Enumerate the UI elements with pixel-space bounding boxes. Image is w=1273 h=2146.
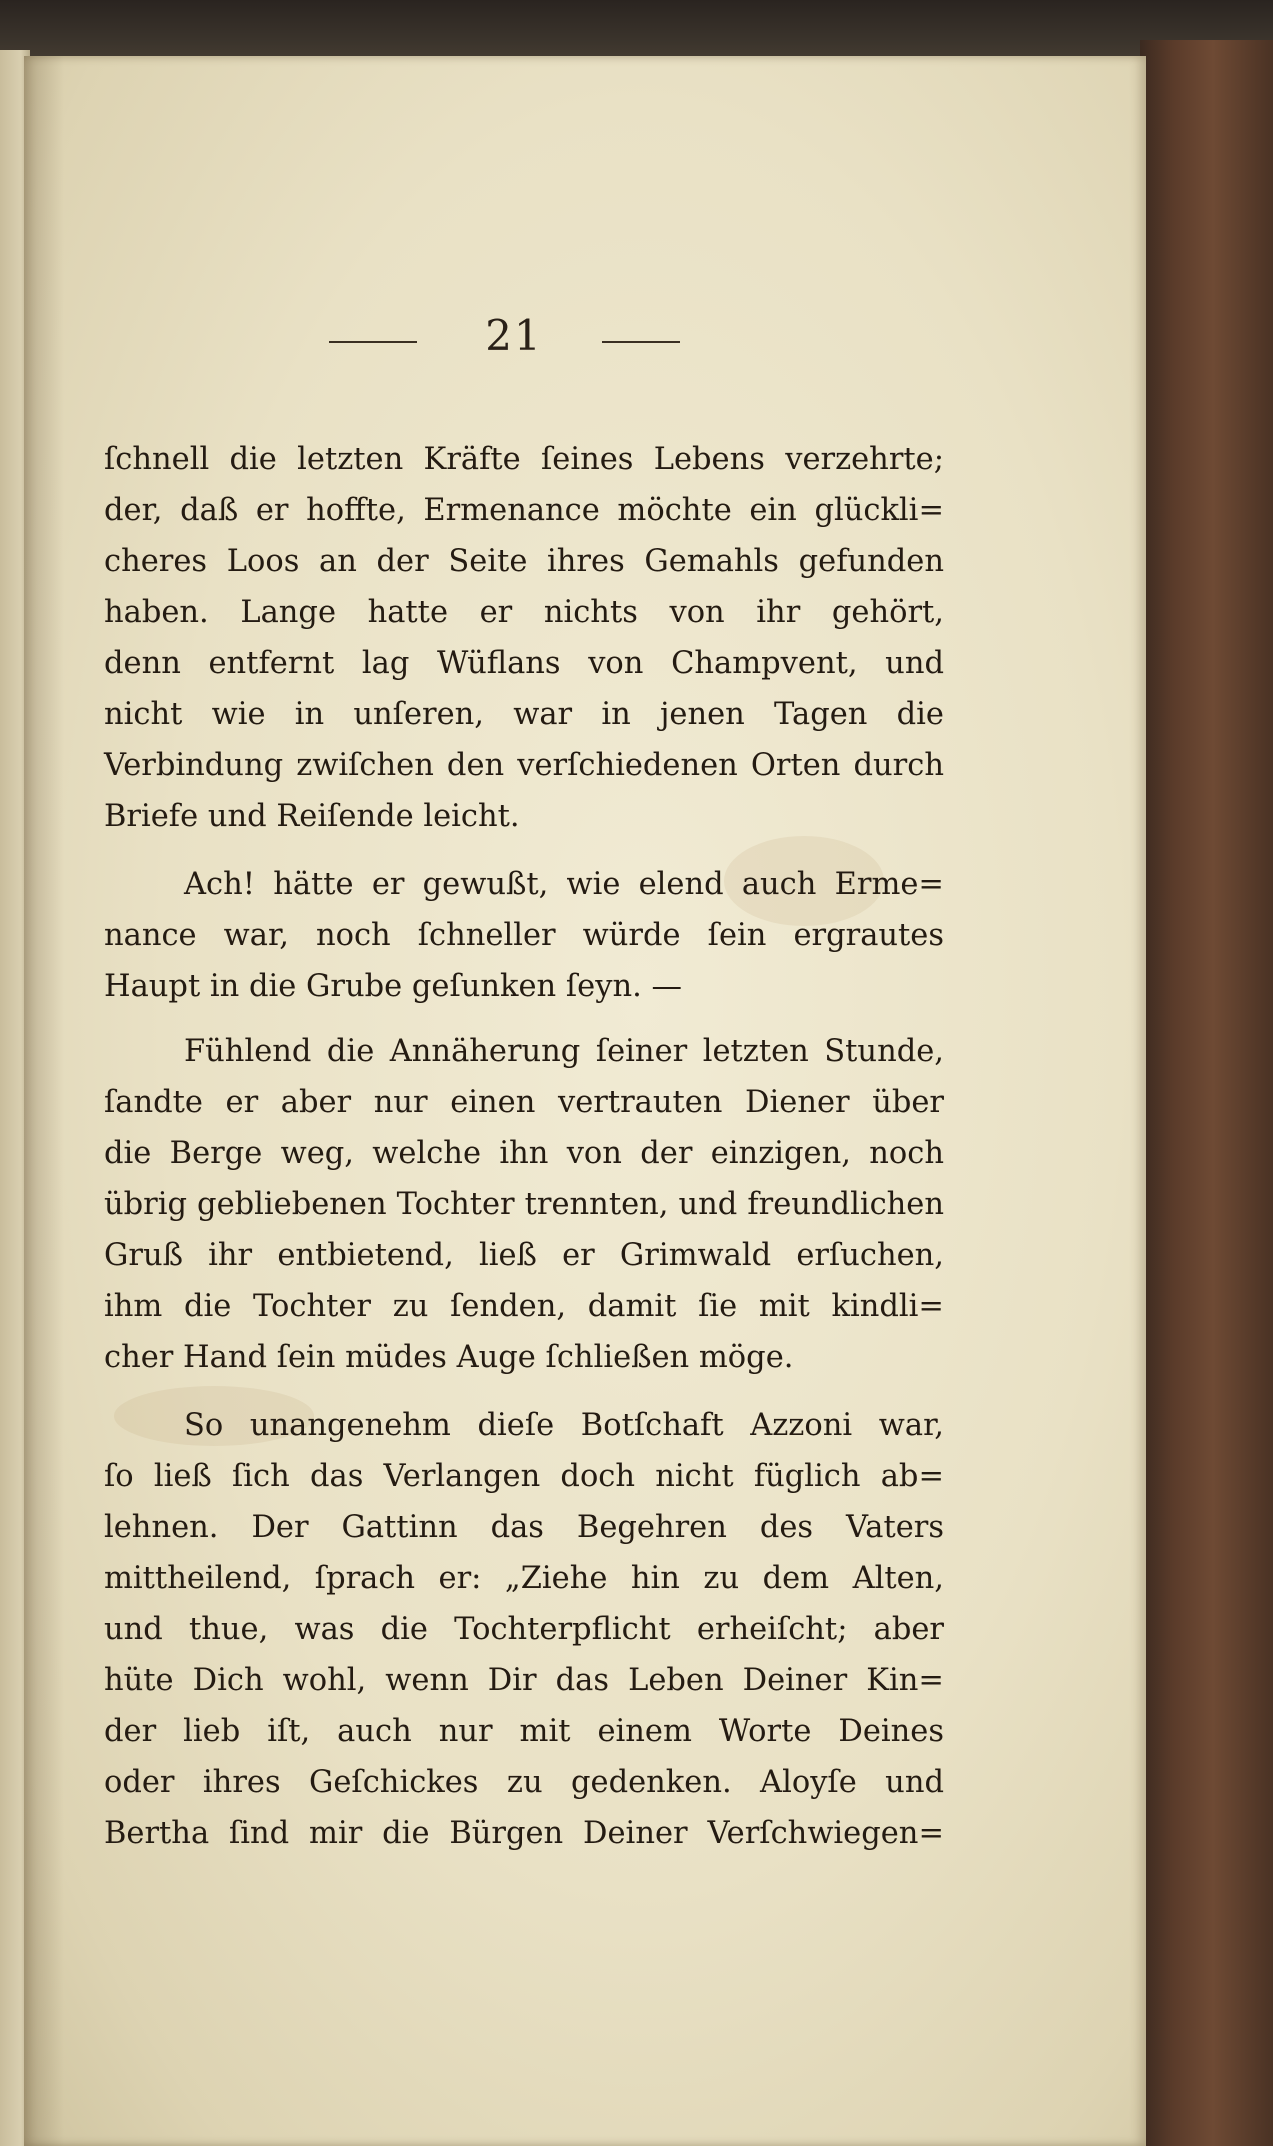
text-line: die Berge weg, welche ihn von der einzigen, noch [104, 1136, 944, 1171]
text-line: Haupt in die Grube geſunken ſeyn. — [104, 969, 682, 1004]
text-line: übrig gebliebenen Tochter trennten, und freundlichen [104, 1187, 944, 1222]
text-line: der lieb iſt, auch nur mit einem Worte Deines [104, 1714, 944, 1749]
text-line: mittheilend, ſprach er: „Ziehe hin zu dem Alten, [104, 1561, 944, 1596]
text-line: haben. Lange hatte er nichts von ihr gehört, [104, 595, 944, 630]
header-rule-left [329, 341, 417, 343]
text-line: ſo ließ ſich das Verlangen doch nicht füglich ab= [104, 1459, 944, 1494]
text-line: hüte Dich wohl, wenn Dir das Leben Deiner Kin= [104, 1663, 944, 1698]
text-line: nicht wie in unſeren, war in jenen Tagen die [104, 697, 944, 732]
text-line: Bertha ſind mir die Bürgen Deiner Verſchwiegen= [104, 1816, 944, 1851]
text-line: cher Hand ſein müdes Auge ſchließen möge. [104, 1340, 794, 1375]
text-line: ſchnell die letzten Kräfte ſeines Lebens verzehrte; [104, 442, 944, 477]
text-line: ihm die Tochter zu ſenden, damit ſie mit kindli= [104, 1289, 944, 1324]
book-page [24, 56, 1146, 2146]
text-line: der, daß er hoffte, Ermenance möchte ein glückli= [104, 493, 944, 528]
page-header [24, 311, 1146, 371]
text-line: Ach! hätte er gewußt, wie elend auch Erme= [184, 867, 944, 902]
text-line: Verbindung zwiſchen den verſchiedenen Orten durch [104, 748, 944, 783]
text-line: Gruß ihr entbietend, ließ er Grimwald erſuchen, [104, 1238, 944, 1273]
text-line: denn entfernt lag Wüflans von Champvent, und [104, 646, 944, 681]
text-line: und thue, was die Tochterpflicht erheiſcht; aber [104, 1612, 944, 1647]
text-line: Fühlend die Annäherung ſeiner letzten Stunde, [184, 1034, 944, 1069]
text-line: lehnen. Der Gattinn das Begehren des Vaters [104, 1510, 944, 1545]
text-line: oder ihres Geſchickes zu gedenken. Aloyſe und [104, 1765, 944, 1800]
text-line: cheres Loos an der Seite ihres Gemahls gefunden [104, 544, 944, 579]
text-line: So unangenehm dieſe Botſchaft Azzoni war, [184, 1408, 944, 1443]
text-line: Briefe und Reiſende leicht. [104, 799, 520, 834]
book-cover-edge [1140, 40, 1273, 2146]
page-number: 21 [485, 311, 543, 360]
text-line: nance war, noch ſchneller würde ſein ergrautes [104, 918, 944, 953]
header-rule-right [602, 341, 680, 343]
text-line: ſandte er aber nur einen vertrauten Diener über [104, 1085, 944, 1120]
